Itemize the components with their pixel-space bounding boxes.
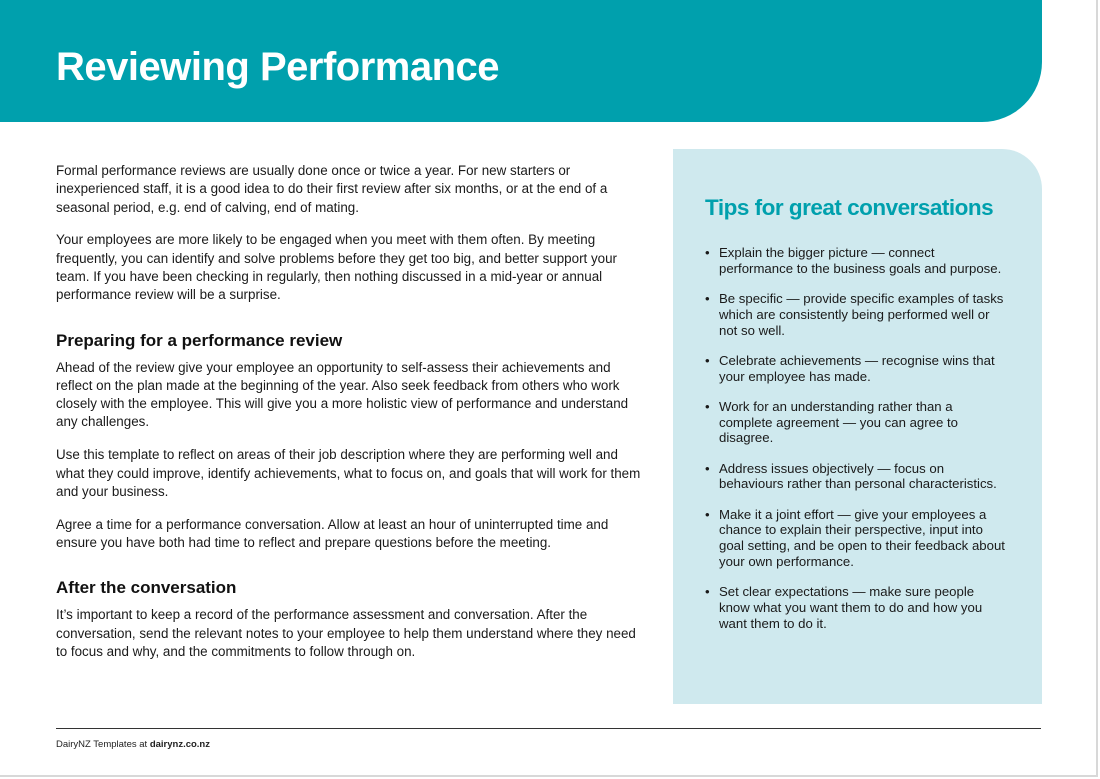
bullet-icon: •: [705, 460, 710, 476]
tip-item: [705, 291, 1005, 338]
preparing-paragraph-1: Ahead of the review give your employee an opportunity to self-assess their achievements and reflect on the plan made at the beginning of the year. Also seek feedback from others who work closely with the employee. This will give you a more holistic view of performance and understand any challenges.: [56, 359, 629, 430]
bullet-icon: •: [705, 290, 710, 306]
bullet-icon: •: [705, 506, 710, 522]
tips-panel: [673, 149, 1042, 704]
tip-text: Explain the bigger picture — connect performance to the business goals and purpose.: [719, 245, 1002, 276]
tip-text: Celebrate achievements — recognise wins that your employee has made.: [719, 352, 995, 384]
tip-item: [705, 507, 1005, 570]
tip-item: [705, 399, 1005, 446]
preparing-heading: Preparing for a performance review: [56, 330, 343, 350]
tips-list: [705, 245, 1005, 646]
preparing-paragraph-2: Use this template to reflect on areas of their job description where they are performing well and what they could improve, identify achievements, what to focus on, and goals that will work for them and your business.: [56, 447, 641, 499]
tip-text: Address issues objectively — focus on behaviours rather than personal characteristics.: [719, 460, 997, 492]
bullet-icon: •: [705, 584, 710, 600]
tip-item: [705, 461, 1005, 493]
bullet-icon: •: [705, 398, 710, 414]
tip-text: Be specific — provide specific examples of tasks which are consistently being performed well or not so well.: [719, 290, 1004, 338]
footer-link[interactable]: dairynz.co.nz: [149, 739, 210, 750]
tip-text: Work for an understanding rather than a complete agreement — you can agree to disagree.: [719, 398, 958, 446]
tip-item: [705, 353, 1005, 385]
preparing-paragraph-3: Agree a time for a performance conversation. Allow at least an hour of uninterrupted time and ensure you have both had time to reflect and prepare questions before the meeting.: [56, 516, 609, 550]
intro-paragraph-1: Formal performance reviews are usually done once or twice a year. For new starters or inexperienced staff, it is a good idea to do their first review after six months, or at the end of a seasonal period, e.g. end of calving, end of mating.: [56, 163, 608, 215]
tip-item: [705, 245, 1005, 277]
bullet-icon: •: [705, 245, 710, 260]
bullet-icon: •: [705, 352, 710, 368]
footer-divider: [56, 728, 1041, 729]
page-title: Reviewing Performance: [56, 45, 499, 89]
after-paragraph-1: It’s important to keep a record of the performance assessment and conversation. After the conversation, send the relevant notes to your employee to help them understand where they need to focus and why, and the commitments to follow through on.: [56, 607, 636, 659]
tips-title: Tips for great conversations: [705, 195, 994, 220]
after-heading: After the conversation: [56, 578, 237, 598]
tip-text: Set clear expectations — make sure people know what you want them to do and how you want them to do it.: [719, 584, 983, 631]
footer: [56, 739, 210, 750]
intro-paragraph-2: Your employees are more likely to be engaged when you meet with them often. By meeting frequently, you can identify and solve problems before they get too big, and better support your team. If you have been checking in regularly, then nothing discussed in a mid-year or annual performance review will be a surprise.: [56, 232, 618, 303]
main-content: [56, 162, 641, 676]
tip-item: [705, 584, 1005, 631]
footer-prefix: DairyNZ Templates at: [56, 739, 148, 750]
tip-text: Make it a joint effort — give your employees a chance to explain their perspective, input into goal setting, and be open to their feedback about your own performance.: [719, 506, 1005, 569]
title-banner: [0, 0, 1042, 122]
